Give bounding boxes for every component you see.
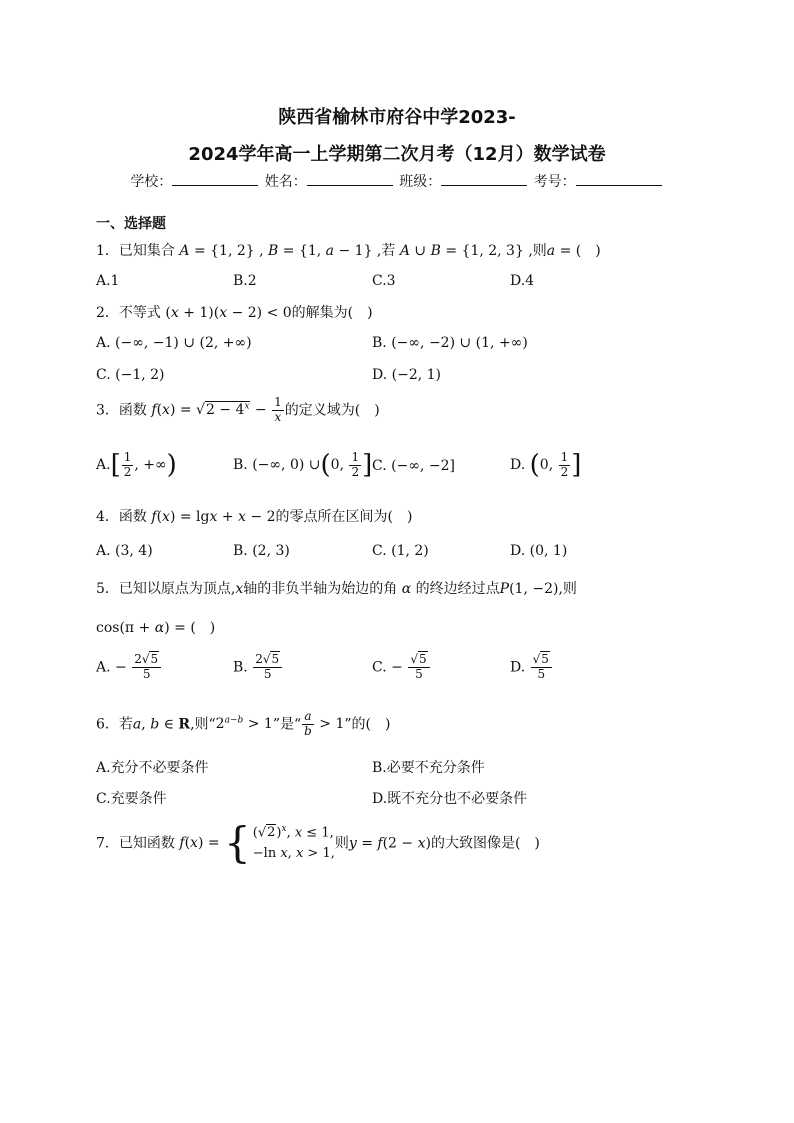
q5-option-d[interactable]: D. $\frac{√5}{5}$	[510, 653, 553, 682]
student-info-line	[0, 171, 794, 191]
school-blank[interactable]	[172, 173, 258, 186]
q5-option-c-label: C.	[372, 659, 387, 676]
q4-option-a[interactable]: A. (3, 4)	[96, 543, 153, 559]
class-blank[interactable]	[441, 173, 527, 186]
question-5-line2: cos(π + α) = ( )	[96, 620, 216, 636]
q1-text-c: 则	[532, 243, 547, 259]
q2-text-b: 的解集为( )	[291, 305, 373, 321]
q3-option-c-label: C.	[372, 458, 387, 474]
school-label: 学校：	[130, 174, 173, 190]
q4-option-a-label: A.	[96, 543, 111, 559]
q6-math-c: $\frac{a}{b}$ > 1	[304, 709, 345, 738]
question-6	[96, 710, 390, 739]
q4-option-b[interactable]: B. (2, 3)	[233, 543, 290, 559]
q5-option-a[interactable]: A. − $\frac{2√5}{5}$	[96, 653, 162, 682]
exam-no-blank[interactable]	[576, 173, 662, 186]
question-7	[96, 818, 540, 868]
q3-text: 函数	[118, 402, 147, 419]
q1-option-d[interactable]: D.4	[510, 273, 535, 289]
q2-math: (x + 1)(x − 2) < 0	[165, 305, 292, 321]
q1-close: ( )	[575, 243, 601, 259]
q3-option-d[interactable]: D. (0, $\frac{1}{2}$ ]	[510, 449, 582, 480]
exam-title-line2: 2024学年高一上学期第二次月考（12月）数学试卷	[188, 144, 606, 165]
q1-option-a[interactable]: A.1	[96, 273, 120, 289]
q1-math-b: A ∪ B = {1, 2, 3} ,	[399, 243, 533, 259]
question-1	[96, 240, 601, 260]
q4-option-d-label: D.	[510, 543, 526, 559]
question-2	[96, 302, 373, 322]
q2-number: 2．	[96, 305, 119, 321]
q5-text: 已知以原点为顶点,	[118, 581, 236, 597]
q6-option-b[interactable]: B.必要不充分条件	[372, 760, 485, 776]
q3-number: 3．	[96, 402, 119, 419]
q3-option-a[interactable]: A.[ $\frac{1}{2}$ , +∞)	[96, 449, 177, 480]
q3-option-b-label: B.	[233, 457, 248, 473]
q5-text-d: ,则	[558, 581, 577, 597]
q3-math: $f(x) = √2 - 4^x$ − $\frac{1}{x}$	[151, 395, 282, 424]
q6-math-a: a, b ∈ R	[132, 716, 191, 733]
q5-close: ( )	[190, 620, 216, 636]
q7-number: 7．	[96, 835, 119, 852]
q1-text: 已知集合	[118, 243, 175, 259]
class-label: 班级：	[399, 174, 442, 190]
q5-text-b: 轴的非负半轴为始边的角	[243, 581, 398, 597]
q5-option-c[interactable]: C. − $\frac{√5}{5}$	[372, 653, 431, 682]
q5-text-c: 的终边经过点	[415, 581, 500, 597]
q6-option-a[interactable]: A.充分不必要条件	[96, 760, 209, 776]
q2-option-c[interactable]: C. (−1, 2)	[96, 367, 165, 383]
q6-text-b: ,则“	[190, 716, 216, 733]
q2-option-a-label: A.	[96, 335, 111, 351]
q7-text-c: 的大致图像是( )	[430, 835, 540, 852]
q7-math-b: y = f(2 − x)	[348, 835, 431, 852]
q6-text: 若	[118, 716, 133, 733]
q7-math: f(x) = { $(√2)^x$, x ≤ 1, −ln x, x > 1,	[179, 818, 335, 868]
q5-alpha: α	[401, 581, 412, 597]
q3-option-d-label: D.	[510, 457, 526, 473]
q6-option-d[interactable]: D.既不充分也不必要条件	[372, 791, 528, 807]
name-label: 姓名：	[264, 174, 307, 190]
q6-number: 6．	[96, 716, 119, 733]
q5-option-a-label: A.	[96, 659, 111, 676]
q2-option-b[interactable]: B. (−∞, −2) ∪ (1, +∞)	[372, 335, 528, 351]
q2-option-a[interactable]: A. (−∞, −1) ∪ (2, +∞)	[96, 335, 252, 351]
exam-no-label: 考号：	[533, 174, 576, 190]
q1-math-c: a =	[546, 243, 576, 259]
q5-option-b[interactable]: B. $\frac{2√5}{5}$	[233, 653, 283, 682]
question-4	[96, 506, 412, 526]
exam-title-line1: 陕西省榆林市府谷中学2023-	[278, 107, 516, 128]
q4-option-b-label: B.	[233, 543, 248, 559]
q3-text-b: 的定义域为( )	[284, 402, 380, 419]
q5-option-d-label: D.	[510, 659, 526, 676]
q1-math-a: A = {1, 2} , B = {1, a − 1} ,	[179, 243, 382, 259]
q6-option-c[interactable]: C.充要条件	[96, 791, 167, 807]
q7-text-b: 则	[334, 835, 349, 852]
q6-math-b: $2^{a-b} > 1$	[215, 715, 273, 733]
q2-option-b-label: B.	[372, 335, 387, 351]
q1-option-b[interactable]: B.2	[233, 273, 257, 289]
q4-option-d[interactable]: D. (0, 1)	[510, 543, 568, 559]
q6-text-d: ”的( )	[344, 716, 391, 733]
q2-text: 不等式	[118, 305, 161, 321]
q1-option-c[interactable]: C.3	[372, 273, 396, 289]
q7-text: 已知函数	[118, 835, 175, 852]
q4-number: 4．	[96, 509, 119, 525]
q4-option-c-label: C.	[372, 543, 387, 559]
q5-x: x	[235, 581, 244, 597]
q4-text-b: 的零点所在区间为( )	[275, 509, 413, 525]
q4-math: f(x) = lgx + x − 2	[151, 509, 276, 525]
q3-option-a-label: A.	[96, 457, 111, 473]
q5-option-b-label: B.	[233, 659, 248, 676]
q5-point: P(1, −2)	[499, 581, 559, 597]
name-blank[interactable]	[307, 173, 393, 186]
q2-option-c-label: C.	[96, 367, 111, 383]
q6-text-c: ”是“	[272, 716, 302, 733]
q2-option-d-label: D.	[372, 367, 388, 383]
q1-text-b: 若	[381, 243, 396, 259]
question-5	[96, 578, 577, 598]
q4-option-c[interactable]: C. (1, 2)	[372, 543, 429, 559]
question-3	[96, 396, 380, 425]
q4-text: 函数	[118, 509, 147, 525]
q2-option-d[interactable]: D. (−2, 1)	[372, 367, 442, 383]
section-heading: 一、选择题	[96, 216, 166, 232]
q3-option-c[interactable]: C. (−∞, −2]	[372, 458, 455, 474]
q5-number: 5．	[96, 581, 119, 597]
q1-number: 1．	[96, 243, 119, 259]
q3-option-b[interactable]: B. (−∞, 0) ∪(0, $\frac{1}{2}$ ]	[233, 449, 373, 480]
